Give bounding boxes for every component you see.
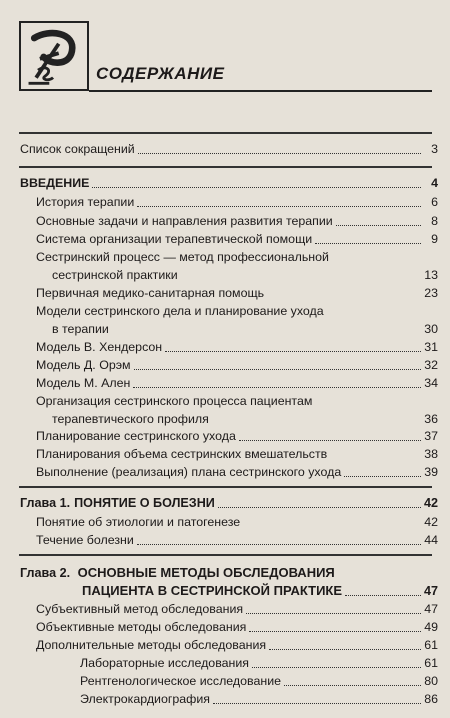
dot-leader	[246, 612, 421, 614]
toc-entry-label: Система организации терапевтической помощи	[36, 232, 313, 246]
page-number: 30	[424, 322, 438, 336]
toc-entry[interactable]	[36, 619, 438, 635]
caduceus-logo-icon	[19, 21, 89, 91]
toc-entry-label: История терапии	[36, 195, 135, 209]
toc-entry[interactable]	[36, 464, 438, 480]
chapter-prefix: Глава 2.	[20, 566, 71, 580]
toc-entry-label: Лабораторные исследования	[80, 656, 250, 670]
page-title: СОДЕРЖАНИЕ	[96, 64, 225, 83]
toc-entry[interactable]	[36, 514, 438, 530]
toc-entry-abbreviations[interactable]	[20, 141, 438, 157]
toc-entry-label: Выполнение (реализация) плана сестринского ухода	[36, 465, 342, 479]
toc-entry[interactable]	[36, 285, 438, 301]
toc-chapter-1[interactable]	[20, 495, 438, 511]
dot-leader	[138, 152, 421, 154]
toc-entry[interactable]	[36, 213, 438, 229]
toc-entry-label: Электрокардиография	[80, 692, 210, 706]
toc-entry[interactable]	[36, 532, 438, 548]
page-number: 32	[424, 358, 438, 372]
dot-leader	[137, 205, 421, 207]
toc-entry-label: Планирование сестринского ухода	[36, 429, 236, 443]
toc-entry-label: Течение болезни	[36, 533, 134, 547]
toc-entry-label: Субъективный метод обследования	[36, 602, 244, 616]
toc-entry-label: терапевтического профиля	[52, 412, 209, 426]
toc-entry[interactable]	[36, 428, 438, 444]
toc-entry-label: Модель Д. Орэм	[36, 358, 131, 372]
chapter-title: ПАЦИЕНТА В СЕСТРИНСКОЙ ПРАКТИКЕ	[82, 583, 343, 598]
toc-entry[interactable]	[36, 339, 438, 355]
page-number: 44	[424, 533, 438, 547]
dot-leader	[137, 543, 421, 545]
toc-entry-label: Список сокращений	[20, 142, 135, 156]
dot-leader	[249, 630, 421, 632]
page-number: 3	[431, 142, 438, 156]
page-number: 38	[424, 447, 438, 461]
toc-entry-label: Модель В. Хендерсон	[36, 340, 163, 354]
dot-leader	[243, 526, 421, 527]
page-number: 34	[424, 376, 438, 390]
toc-entry-label: сестринской практики	[52, 268, 178, 282]
divider	[19, 166, 432, 168]
toc-entry[interactable]	[36, 231, 438, 247]
page-number: 42	[423, 496, 438, 510]
page-number: 49	[424, 620, 438, 634]
page-number: 23	[424, 286, 438, 300]
title-underline	[89, 90, 432, 92]
toc-entry[interactable]	[36, 601, 438, 617]
page-number: 80	[424, 674, 438, 688]
dot-leader	[218, 506, 421, 508]
page-number: 13	[424, 268, 438, 282]
toc-entry-intro[interactable]	[20, 175, 438, 191]
dot-leader	[181, 279, 421, 280]
page-number: 9	[431, 232, 438, 246]
dot-leader	[239, 439, 421, 441]
toc-entry-label: Объективные методы обследования	[36, 620, 247, 634]
dot-leader	[336, 224, 421, 226]
dot-leader	[134, 368, 421, 370]
page-number: 39	[424, 465, 438, 479]
toc-subentry[interactable]	[80, 673, 438, 689]
toc-entry[interactable]	[52, 411, 438, 427]
page-number: 47	[424, 602, 438, 616]
toc-entry[interactable]	[36, 446, 438, 462]
page-number: 61	[424, 656, 438, 670]
chapter-title: ОСНОВНЫЕ МЕТОДЫ ОБСЛЕДОВАНИЯ	[77, 565, 335, 580]
page-number: 31	[424, 340, 438, 354]
page-number: 37	[424, 429, 438, 443]
toc-entry-label: Модель М. Ален	[36, 376, 131, 390]
divider	[19, 486, 432, 488]
dot-leader	[315, 242, 421, 244]
toc-entry[interactable]	[36, 637, 438, 653]
toc-entry-label: ВВЕДЕНИЕ	[20, 176, 90, 190]
page-number: 86	[424, 692, 438, 706]
toc-entry-first-line[interactable]: Модели сестринского дела и планирование ухода	[36, 304, 324, 318]
dot-leader	[213, 702, 421, 704]
toc-entry-label: Рентгенологическое исследование	[80, 674, 282, 688]
dot-leader	[267, 297, 421, 298]
page-number: 36	[424, 412, 438, 426]
dot-leader	[212, 423, 421, 424]
dot-leader	[252, 666, 421, 668]
dot-leader	[345, 594, 421, 596]
divider	[19, 132, 432, 134]
dot-leader	[165, 350, 421, 352]
toc-entry[interactable]	[52, 321, 438, 337]
dot-leader	[344, 475, 421, 477]
page-number: 61	[424, 638, 438, 652]
page-number: 42	[424, 515, 438, 529]
page-number: 8	[431, 214, 438, 228]
dot-leader	[284, 684, 421, 686]
page-number: 6	[431, 195, 438, 209]
toc-entry-label: Дополнительные методы обследования	[36, 638, 267, 652]
toc-subentry[interactable]	[80, 691, 438, 707]
toc-entry-first-line[interactable]: Организация сестринского процесса пациентам	[36, 394, 313, 408]
page-number: 4	[431, 176, 438, 190]
toc-subentry[interactable]	[80, 655, 438, 671]
dot-leader	[133, 386, 421, 388]
toc-entry-label: Первичная медико-санитарная помощь	[36, 286, 265, 300]
toc-entry[interactable]	[36, 375, 438, 391]
divider	[19, 554, 432, 556]
toc-entry[interactable]	[36, 194, 438, 210]
toc-chapter-2[interactable]	[82, 583, 438, 599]
chapter-title: ПОНЯТИЕ О БОЛЕЗНИ	[74, 496, 215, 510]
dot-leader	[112, 333, 421, 334]
dot-leader	[269, 648, 421, 650]
toc-entry-label: Планирования объема сестринских вмешательств	[36, 447, 328, 461]
chapter-prefix: Глава 1.	[20, 496, 71, 510]
toc-entry-label: Основные задачи и направления развития терапии	[36, 214, 333, 228]
toc-entry-label: в терапии	[52, 322, 109, 336]
toc-entry-label: Понятие об этиологии и патогенезе	[36, 515, 241, 529]
dot-leader	[330, 458, 421, 459]
toc-chapter-2-first-line[interactable]	[20, 565, 335, 581]
toc-entry-first-line[interactable]: Сестринский процесс — метод профессиональной	[36, 250, 329, 264]
dot-leader	[92, 186, 421, 188]
toc-entry[interactable]	[52, 267, 438, 283]
toc-entry[interactable]	[36, 357, 438, 373]
page-number: 47	[423, 584, 438, 598]
